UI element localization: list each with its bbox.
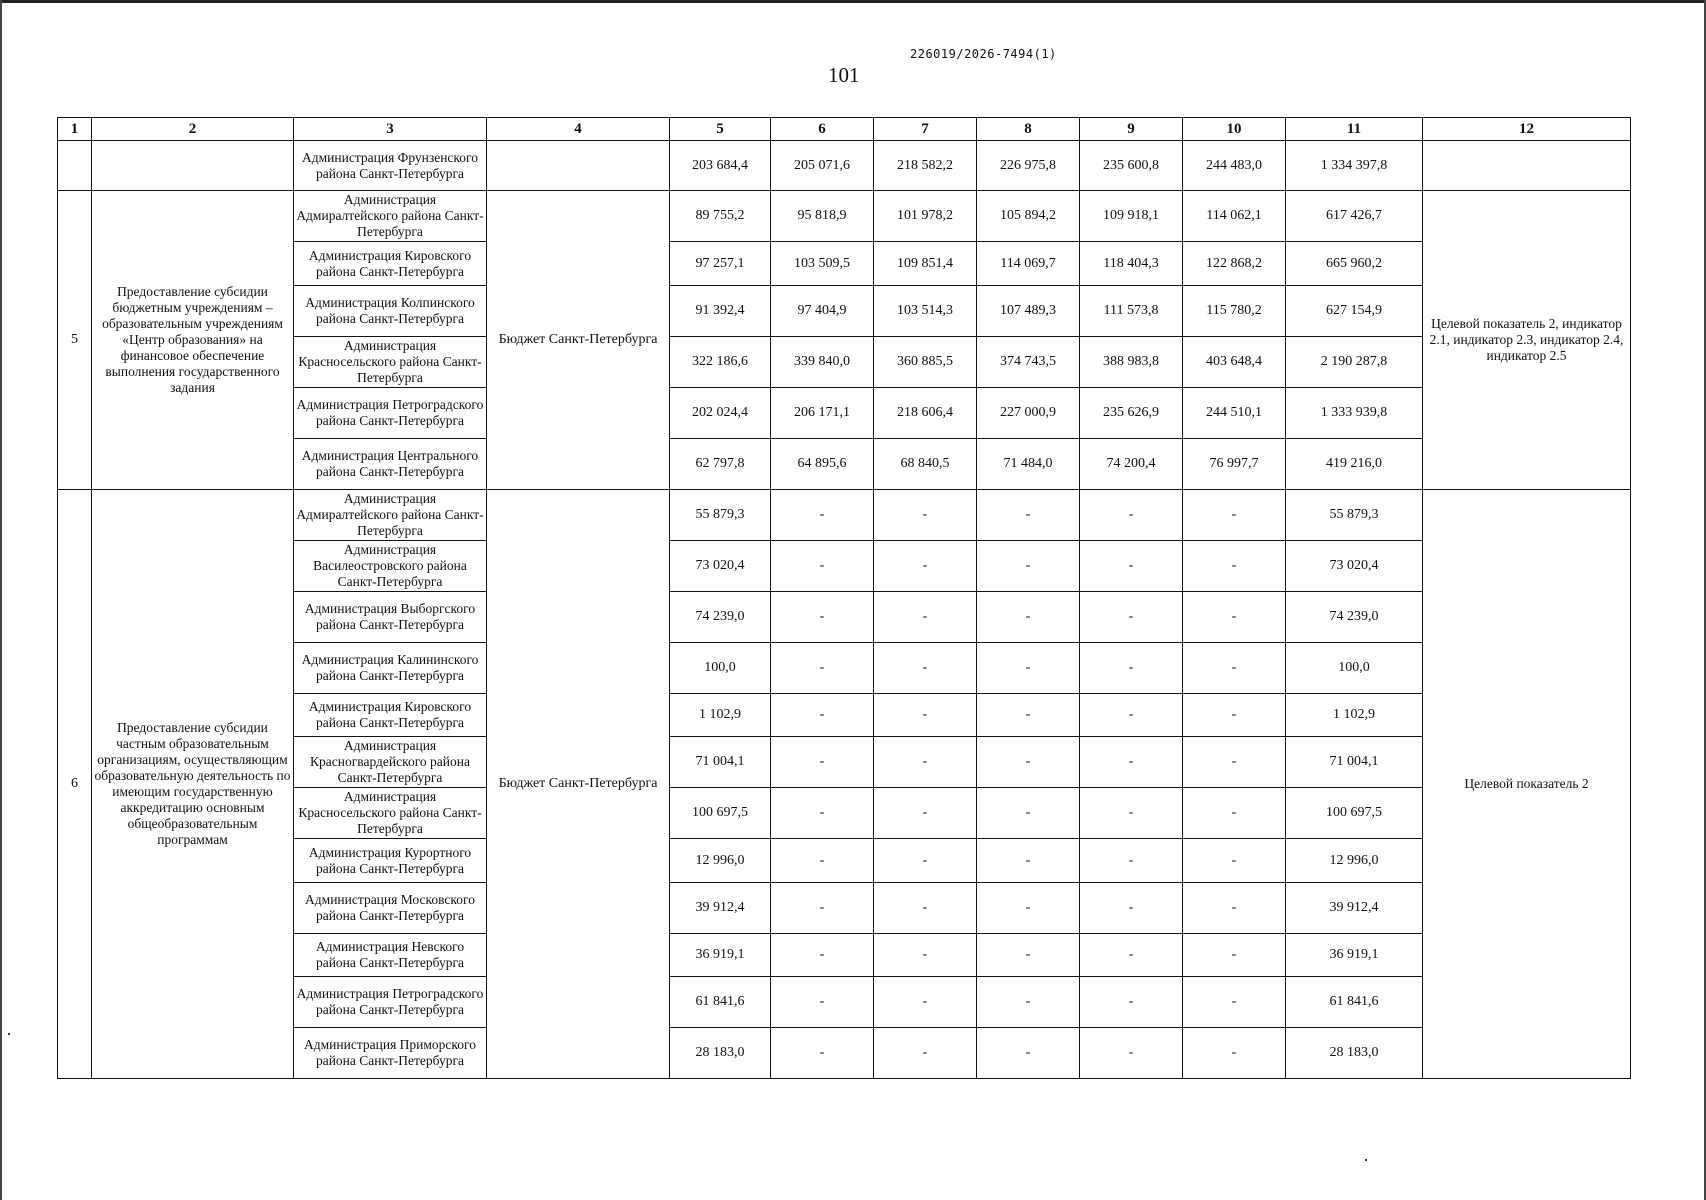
value-cell: -	[771, 977, 874, 1028]
value-cell: -	[977, 883, 1080, 934]
value-cell: -	[874, 592, 977, 643]
value-cell: 617 426,7	[1286, 191, 1423, 242]
value-cell: 71 004,1	[1286, 737, 1423, 788]
value-cell: 12 996,0	[670, 839, 771, 883]
table-row	[58, 592, 1631, 643]
value-cell: 205 071,6	[771, 141, 874, 191]
value-cell: -	[1183, 883, 1286, 934]
value-cell: 73 020,4	[1286, 541, 1423, 592]
table-row	[58, 141, 1631, 191]
agency-cell: Администрация Приморского района Санкт-Петербурга	[294, 1028, 487, 1079]
value-cell: -	[1183, 1028, 1286, 1079]
table-row	[58, 934, 1631, 977]
value-cell: -	[1080, 883, 1183, 934]
table-row	[58, 977, 1631, 1028]
value-cell: 36 919,1	[1286, 934, 1423, 977]
value-cell: -	[874, 490, 977, 541]
value-cell: -	[977, 592, 1080, 643]
table-row	[58, 737, 1631, 788]
value-cell: 74 200,4	[1080, 439, 1183, 490]
value-cell: 202 024,4	[670, 388, 771, 439]
table-row	[58, 839, 1631, 883]
value-cell: 89 755,2	[670, 191, 771, 242]
row-number-cell	[58, 141, 92, 191]
table-row	[58, 788, 1631, 839]
value-cell: 39 912,4	[1286, 883, 1423, 934]
value-cell: 36 919,1	[670, 934, 771, 977]
value-cell: 627 154,9	[1286, 286, 1423, 337]
value-cell: 91 392,4	[670, 286, 771, 337]
value-cell: 360 885,5	[874, 337, 977, 388]
scan-speck	[8, 1033, 10, 1035]
column-header-10: 10	[1183, 118, 1286, 141]
value-cell: -	[1183, 541, 1286, 592]
document-id: 226019/2026-7494(1)	[910, 47, 1057, 61]
agency-cell: Администрация Петроградского района Санкт-Петербурга	[294, 977, 487, 1028]
agency-cell: Администрация Кировского района Санкт-Петербурга	[294, 694, 487, 737]
value-cell: -	[1183, 737, 1286, 788]
value-cell: -	[771, 694, 874, 737]
value-cell: -	[1080, 490, 1183, 541]
scan-edge-left	[0, 0, 2, 1200]
column-header-2: 2	[92, 118, 294, 141]
value-cell: 322 186,6	[670, 337, 771, 388]
column-header-6: 6	[771, 118, 874, 141]
value-cell: -	[977, 788, 1080, 839]
value-cell: -	[977, 1028, 1080, 1079]
column-header-11: 11	[1286, 118, 1423, 141]
value-cell: -	[771, 839, 874, 883]
value-cell: 64 895,6	[771, 439, 874, 490]
value-cell: 103 509,5	[771, 242, 874, 286]
value-cell: -	[1183, 788, 1286, 839]
value-cell: -	[874, 883, 977, 934]
value-cell: -	[1080, 839, 1183, 883]
value-cell: 107 489,3	[977, 286, 1080, 337]
agency-cell: Администрация Красносельского района Санкт-Петербурга	[294, 337, 487, 388]
target-cell: Целевой показатель 2	[1423, 490, 1631, 1079]
value-cell: -	[977, 541, 1080, 592]
value-cell: -	[874, 694, 977, 737]
value-cell: 105 894,2	[977, 191, 1080, 242]
value-cell: 218 582,2	[874, 141, 977, 191]
column-header-4: 4	[487, 118, 670, 141]
value-cell: 419 216,0	[1286, 439, 1423, 490]
value-cell: -	[1080, 737, 1183, 788]
column-header-5: 5	[670, 118, 771, 141]
description-cell: Предоставление субсидии бюджетным учреждениям – образовательным учреждениям «Центр образования» на финансовое обеспечение выполнения государственного задания	[92, 191, 294, 490]
target-cell	[1423, 141, 1631, 191]
table-row	[58, 191, 1631, 242]
value-cell: 61 841,6	[1286, 977, 1423, 1028]
value-cell: 109 918,1	[1080, 191, 1183, 242]
value-cell: 2 190 287,8	[1286, 337, 1423, 388]
value-cell: -	[771, 1028, 874, 1079]
value-cell: 95 818,9	[771, 191, 874, 242]
value-cell: -	[1183, 839, 1286, 883]
value-cell: -	[1080, 643, 1183, 694]
agency-cell: Администрация Кировского района Санкт-Петербурга	[294, 242, 487, 286]
column-header-3: 3	[294, 118, 487, 141]
value-cell: 71 484,0	[977, 439, 1080, 490]
value-cell: -	[977, 643, 1080, 694]
value-cell: 73 020,4	[670, 541, 771, 592]
column-header-8: 8	[977, 118, 1080, 141]
value-cell: -	[1080, 694, 1183, 737]
value-cell: 74 239,0	[670, 592, 771, 643]
value-cell: 76 997,7	[1183, 439, 1286, 490]
table-row	[58, 694, 1631, 737]
header-row	[58, 118, 1631, 141]
value-cell: 339 840,0	[771, 337, 874, 388]
value-cell: 101 978,2	[874, 191, 977, 242]
value-cell: -	[874, 737, 977, 788]
value-cell: 100,0	[1286, 643, 1423, 694]
value-cell: -	[874, 977, 977, 1028]
column-header-7: 7	[874, 118, 977, 141]
value-cell: -	[1080, 934, 1183, 977]
value-cell: 109 851,4	[874, 242, 977, 286]
value-cell: 111 573,8	[1080, 286, 1183, 337]
value-cell: 1 334 397,8	[1286, 141, 1423, 191]
table-row	[58, 337, 1631, 388]
value-cell: -	[874, 934, 977, 977]
value-cell: -	[874, 788, 977, 839]
value-cell: 55 879,3	[670, 490, 771, 541]
value-cell: 226 975,8	[977, 141, 1080, 191]
value-cell: -	[1183, 694, 1286, 737]
value-cell: 244 510,1	[1183, 388, 1286, 439]
value-cell: 1 102,9	[1286, 694, 1423, 737]
agency-cell: Администрация Адмиралтейского района Санкт-Петербурга	[294, 490, 487, 541]
page-number: 101	[828, 63, 860, 87]
value-cell: 206 171,1	[771, 388, 874, 439]
value-cell: 244 483,0	[1183, 141, 1286, 191]
value-cell: -	[1183, 490, 1286, 541]
table-row	[58, 242, 1631, 286]
value-cell: 68 840,5	[874, 439, 977, 490]
value-cell: -	[977, 839, 1080, 883]
row-number-cell: 5	[58, 191, 92, 490]
value-cell: 28 183,0	[1286, 1028, 1423, 1079]
value-cell: 74 239,0	[1286, 592, 1423, 643]
agency-cell: Администрация Курортного района Санкт-Петербурга	[294, 839, 487, 883]
agency-cell: Администрация Фрунзенского района Санкт-Петербурга	[294, 141, 487, 191]
value-cell: 122 868,2	[1183, 242, 1286, 286]
value-cell: -	[977, 934, 1080, 977]
value-cell: 203 684,4	[670, 141, 771, 191]
value-cell: 235 600,8	[1080, 141, 1183, 191]
value-cell: 374 743,5	[977, 337, 1080, 388]
value-cell: 61 841,6	[670, 977, 771, 1028]
description-cell: Предоставление субсидии частным образовательным организациям, осуществляющим образовательную деятельность по имеющим государственную аккредитацию основным общеобразовательным программам	[92, 490, 294, 1079]
table-row	[58, 643, 1631, 694]
value-cell: -	[1183, 977, 1286, 1028]
value-cell: 55 879,3	[1286, 490, 1423, 541]
scan-speck	[1365, 1159, 1367, 1161]
value-cell: -	[771, 490, 874, 541]
table-row	[58, 439, 1631, 490]
value-cell: -	[771, 883, 874, 934]
value-cell: 118 404,3	[1080, 242, 1183, 286]
budget-table	[57, 117, 1631, 1079]
row-number-cell: 6	[58, 490, 92, 1079]
value-cell: -	[874, 541, 977, 592]
value-cell: 115 780,2	[1183, 286, 1286, 337]
value-cell: 1 102,9	[670, 694, 771, 737]
value-cell: 388 983,8	[1080, 337, 1183, 388]
value-cell: -	[771, 788, 874, 839]
column-header-12: 12	[1423, 118, 1631, 141]
value-cell: 39 912,4	[670, 883, 771, 934]
agency-cell: Администрация Адмиралтейского района Санкт-Петербурга	[294, 191, 487, 242]
value-cell: -	[977, 737, 1080, 788]
agency-cell: Администрация Невского района Санкт-Петербурга	[294, 934, 487, 977]
value-cell: 97 404,9	[771, 286, 874, 337]
value-cell: 28 183,0	[670, 1028, 771, 1079]
source-cell: Бюджет Санкт-Петербурга	[487, 490, 670, 1079]
value-cell: -	[977, 977, 1080, 1028]
target-cell: Целевой показатель 2, индикатор 2.1, индикатор 2.3, индикатор 2.4, индикатор 2.5	[1423, 191, 1631, 490]
value-cell: 100 697,5	[670, 788, 771, 839]
value-cell: 227 000,9	[977, 388, 1080, 439]
agency-cell: Администрация Выборгского района Санкт-Петербурга	[294, 592, 487, 643]
value-cell: -	[874, 643, 977, 694]
agency-cell: Администрация Петроградского района Санкт-Петербурга	[294, 388, 487, 439]
agency-cell: Администрация Красногвардейского района Санкт-Петербурга	[294, 737, 487, 788]
scan-edge-top	[0, 0, 1706, 3]
agency-cell: Администрация Калининского района Санкт-Петербурга	[294, 643, 487, 694]
value-cell: -	[1080, 592, 1183, 643]
table-row	[58, 490, 1631, 541]
table-body	[58, 118, 1631, 1079]
table-row	[58, 883, 1631, 934]
value-cell: 665 960,2	[1286, 242, 1423, 286]
description-cell	[92, 141, 294, 191]
value-cell: -	[1080, 977, 1183, 1028]
value-cell: 12 996,0	[1286, 839, 1423, 883]
value-cell: 403 648,4	[1183, 337, 1286, 388]
agency-cell: Администрация Московского района Санкт-Петербурга	[294, 883, 487, 934]
value-cell: 103 514,3	[874, 286, 977, 337]
value-cell: -	[874, 839, 977, 883]
column-header-1: 1	[58, 118, 92, 141]
value-cell: 62 797,8	[670, 439, 771, 490]
value-cell: 114 069,7	[977, 242, 1080, 286]
value-cell: -	[1183, 643, 1286, 694]
agency-cell: Администрация Красносельского района Санкт-Петербурга	[294, 788, 487, 839]
value-cell: -	[771, 643, 874, 694]
table-row	[58, 541, 1631, 592]
value-cell: 100 697,5	[1286, 788, 1423, 839]
value-cell: -	[977, 694, 1080, 737]
value-cell: -	[1080, 788, 1183, 839]
value-cell: -	[1080, 1028, 1183, 1079]
value-cell: 71 004,1	[670, 737, 771, 788]
value-cell: -	[874, 1028, 977, 1079]
value-cell: 235 626,9	[1080, 388, 1183, 439]
table-row	[58, 388, 1631, 439]
agency-cell: Администрация Центрального района Санкт-Петербурга	[294, 439, 487, 490]
value-cell: 1 333 939,8	[1286, 388, 1423, 439]
value-cell: -	[977, 490, 1080, 541]
value-cell: -	[771, 934, 874, 977]
value-cell: -	[771, 737, 874, 788]
agency-cell: Администрация Колпинского района Санкт-Петербурга	[294, 286, 487, 337]
value-cell: 97 257,1	[670, 242, 771, 286]
value-cell: -	[1183, 592, 1286, 643]
value-cell: 100,0	[670, 643, 771, 694]
value-cell: 218 606,4	[874, 388, 977, 439]
source-cell	[487, 141, 670, 191]
agency-cell: Администрация Василеостровского района Санкт-Петербурга	[294, 541, 487, 592]
column-header-9: 9	[1080, 118, 1183, 141]
value-cell: -	[1183, 934, 1286, 977]
table-row	[58, 1028, 1631, 1079]
value-cell: -	[771, 541, 874, 592]
value-cell: -	[1080, 541, 1183, 592]
table-row	[58, 286, 1631, 337]
value-cell: -	[771, 592, 874, 643]
source-cell: Бюджет Санкт-Петербурга	[487, 191, 670, 490]
value-cell: 114 062,1	[1183, 191, 1286, 242]
